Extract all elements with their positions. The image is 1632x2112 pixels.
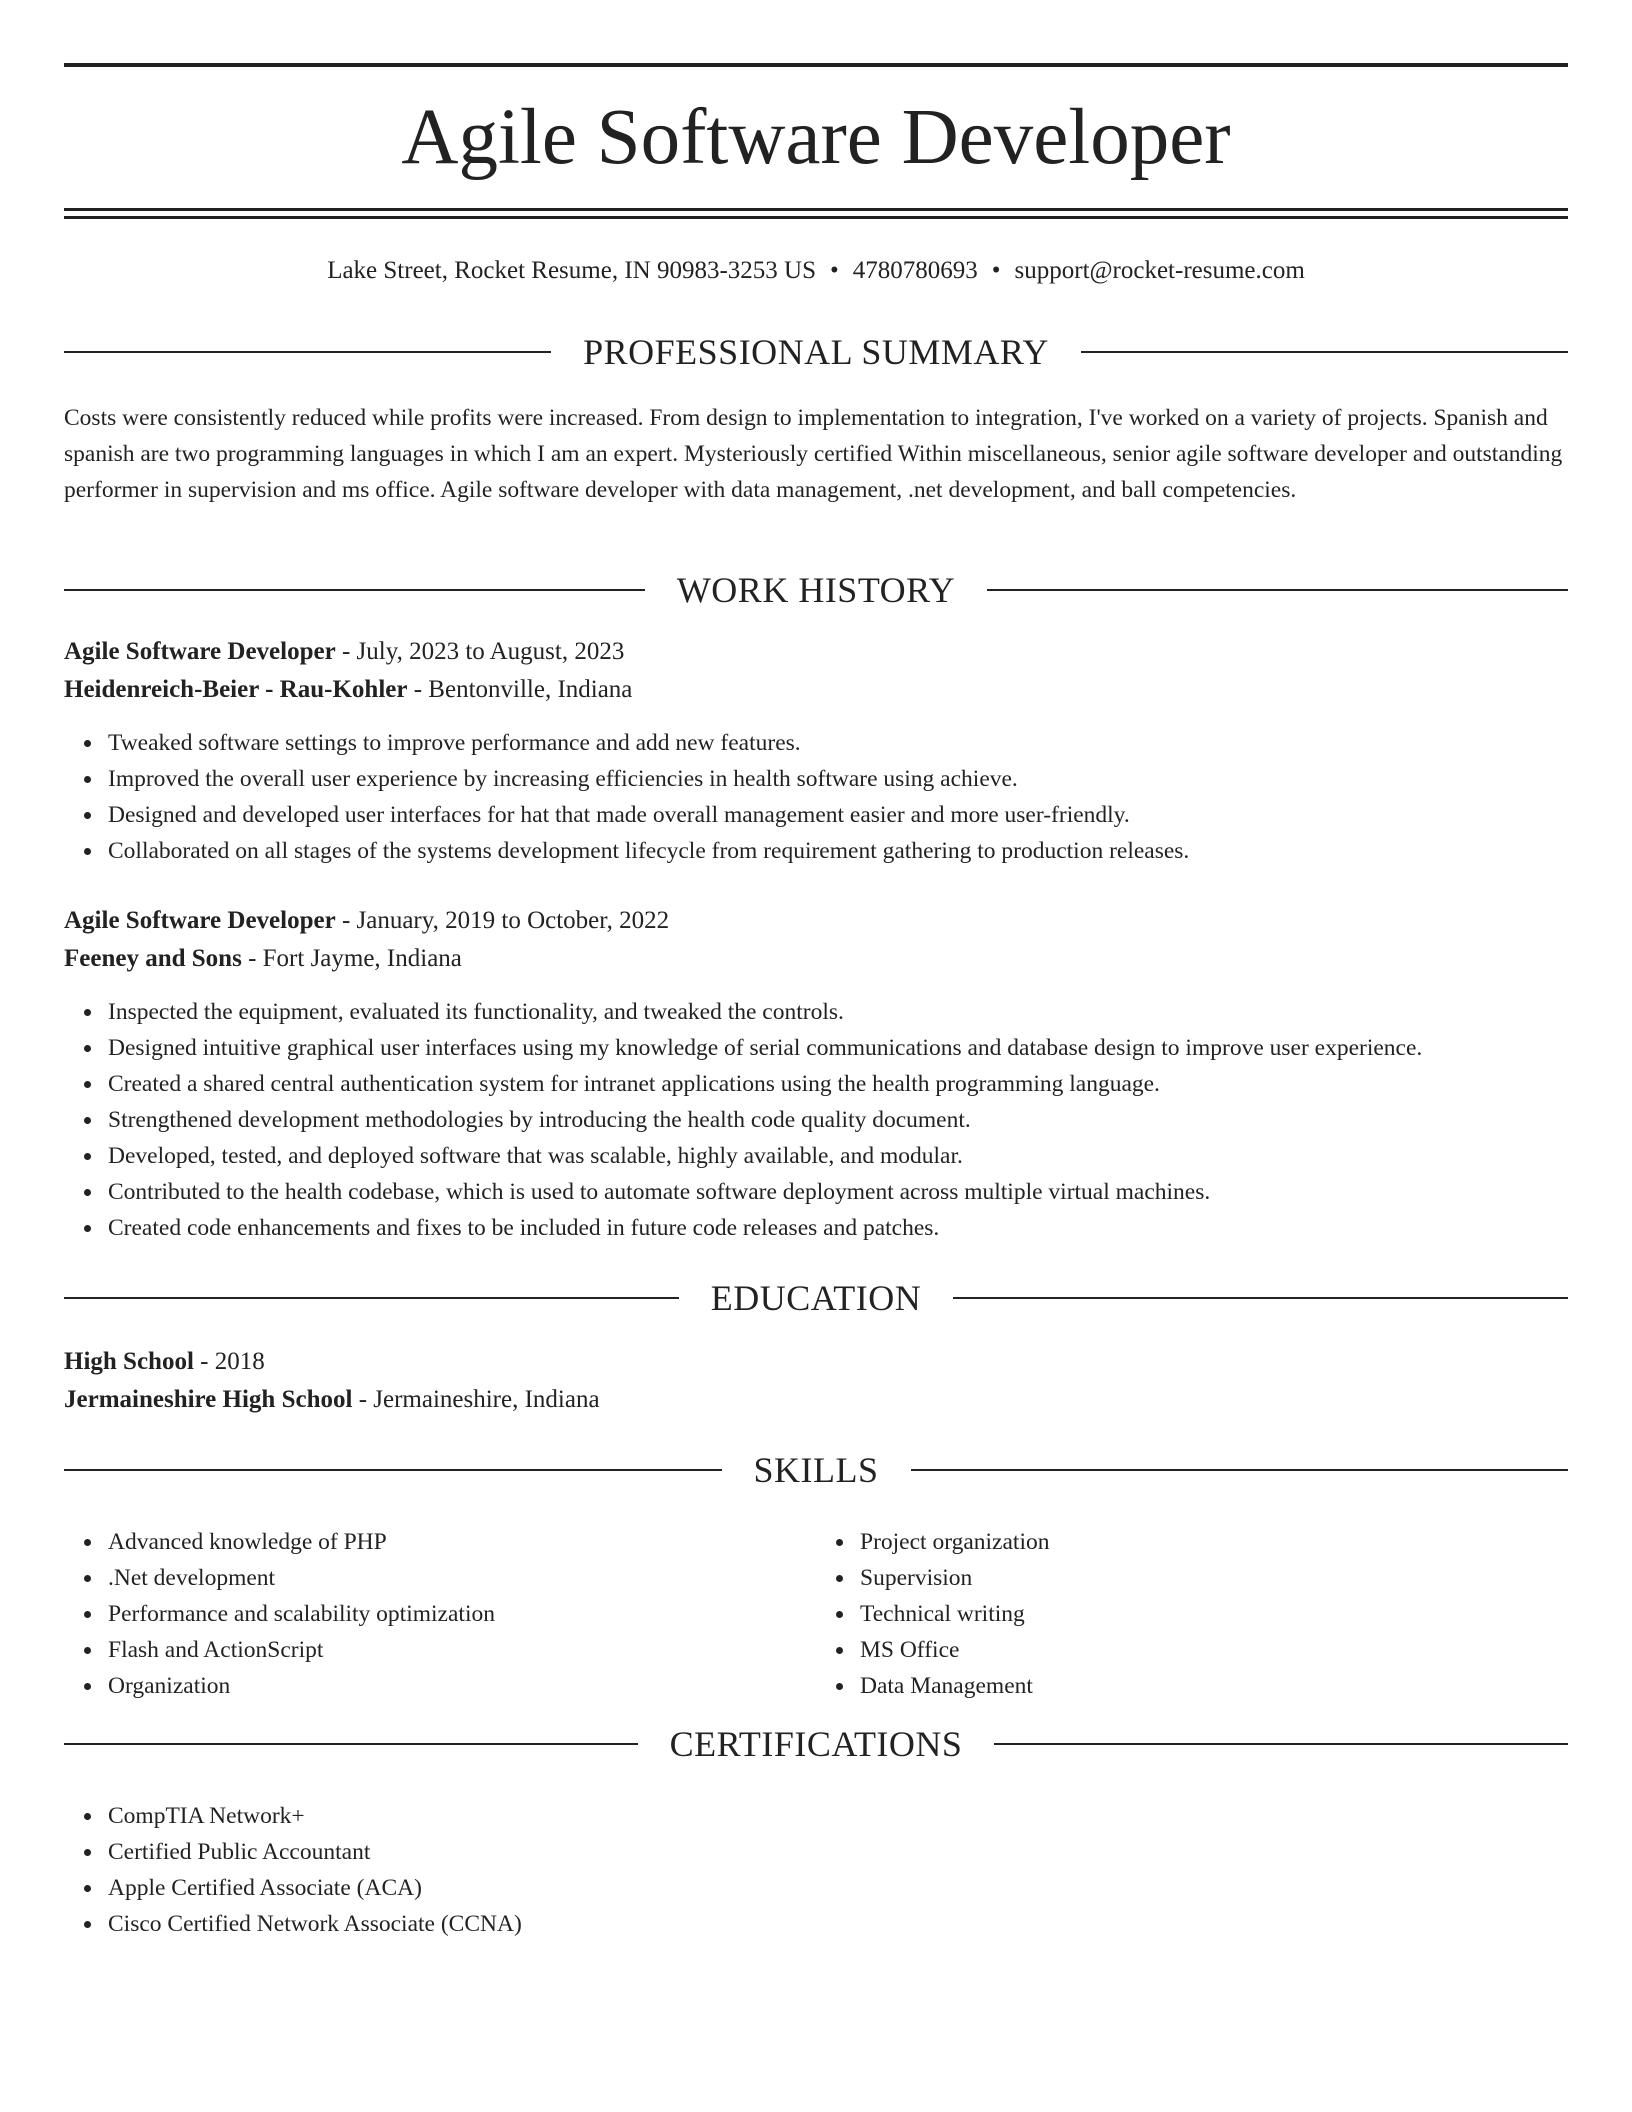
skills-columns <box>64 1524 1568 1704</box>
section-title-summary: PROFESSIONAL SUMMARY <box>583 332 1049 372</box>
skills-column-right <box>816 1524 1568 1704</box>
skill-item: Flash and ActionScript <box>108 1632 816 1668</box>
education-degree-line <box>64 1343 1568 1381</box>
job-dates: - January, 2019 to October, 2022 <box>341 907 670 934</box>
skill-item: Project organization <box>860 1524 1568 1560</box>
contact-email: support@rocket-resume.com <box>1014 257 1305 284</box>
job-location: - Bentonville, Indiana <box>413 676 633 703</box>
job-bullet: Inspected the equipment, evaluated its functionality, and tweaked the controls. <box>108 994 1568 1030</box>
education-entry <box>64 1343 1568 1419</box>
job-company: Heidenreich-Beier - Rau-Kohler <box>64 676 408 703</box>
contact-line <box>64 253 1568 289</box>
section-heading-work <box>64 570 1568 610</box>
skill-item: MS Office <box>860 1632 1568 1668</box>
certification-item: CompTIA Network+ <box>108 1798 1568 1834</box>
section-rule <box>64 351 551 353</box>
section-rule <box>64 1743 638 1745</box>
job-company-line <box>64 940 1568 978</box>
job-bullet: Created a shared central authentication system for intranet applications using the health programming language. <box>108 1066 1568 1102</box>
certifications-list <box>64 1798 1568 1942</box>
certifications-entry <box>64 1798 1568 1942</box>
job-bullet: Tweaked software settings to improve performance and add new features. <box>108 725 1568 761</box>
skills-column-left <box>64 1524 816 1704</box>
job-bullets <box>64 994 1568 1246</box>
education-school: Jermaineshire High School <box>64 1386 353 1413</box>
section-rule <box>994 1743 1568 1745</box>
education-degree: High School <box>64 1348 194 1375</box>
section-heading-education <box>64 1278 1568 1318</box>
header-bottom-rule <box>64 208 1568 211</box>
section-rule <box>911 1469 1569 1471</box>
section-title-education: EDUCATION <box>710 1278 922 1318</box>
certification-item: Cisco Certified Network Associate (CCNA) <box>108 1906 1568 1942</box>
section-title-skills: SKILLS <box>753 1450 879 1490</box>
contact-address: Lake Street, Rocket Resume, IN 90983-3253 US <box>327 257 816 284</box>
job-entry <box>64 902 1568 1246</box>
education-year: - 2018 <box>200 1348 265 1375</box>
education-location: - Jermaineshire, Indiana <box>358 1386 600 1413</box>
section-title-work: WORK HISTORY <box>676 570 956 610</box>
job-bullet: Contributed to the health codebase, which is used to automate software deployment across multiple virtual machines. <box>108 1174 1568 1210</box>
skills-list-right <box>816 1524 1568 1704</box>
job-location: - Fort Jayme, Indiana <box>248 945 462 972</box>
section-heading-certifications <box>64 1724 1568 1764</box>
job-title-line <box>64 902 1568 940</box>
job-company-line <box>64 671 1568 709</box>
contact-separator: • <box>829 257 839 284</box>
job-title-line <box>64 633 1568 671</box>
job-title: Agile Software Developer <box>64 638 336 665</box>
section-heading-skills <box>64 1450 1568 1490</box>
section-rule <box>1081 351 1568 353</box>
skill-item: .Net development <box>108 1560 816 1596</box>
contact-phone: 4780780693 <box>852 257 978 284</box>
job-title: Agile Software Developer <box>64 907 336 934</box>
section-heading-summary <box>64 332 1568 372</box>
job-bullet: Collaborated on all stages of the systems development lifecycle from requirement gathering to production releases. <box>108 833 1568 869</box>
skill-item: Organization <box>108 1668 816 1704</box>
job-bullets <box>64 725 1568 869</box>
job-bullet: Designed intuitive graphical user interfaces using my knowledge of serial communications and database design to improve user experience. <box>108 1030 1568 1066</box>
job-bullet: Improved the overall user experience by increasing efficiencies in health software using achieve. <box>108 761 1568 797</box>
job-dates: - July, 2023 to August, 2023 <box>341 638 625 665</box>
skill-item: Performance and scalability optimization <box>108 1596 816 1632</box>
job-company: Feeney and Sons <box>64 945 242 972</box>
job-bullet: Designed and developed user interfaces for hat that made overall management easier and more user-friendly. <box>108 797 1568 833</box>
resume-title: Agile Software Developer <box>401 94 1231 181</box>
header-bottom-rule-second <box>64 216 1568 219</box>
contact-separator: • <box>991 257 1001 284</box>
summary-text: Costs were consistently reduced while profits were increased. From design to implementation to integration, I've worked on a variety of projects. Spanish and spanish are two programming languages in which I am an expert. Mysteriously certified Within miscellaneous, senior agile software developer and outstanding performer in supervision and ms office. Agile software developer with data management, .net development, and ball competencies. <box>64 405 1563 503</box>
section-rule <box>64 1469 722 1471</box>
certification-item: Certified Public Accountant <box>108 1834 1568 1870</box>
job-bullet: Created code enhancements and fixes to be included in future code releases and patches. <box>108 1210 1568 1246</box>
skills-list-left <box>64 1524 816 1704</box>
section-rule <box>64 589 645 591</box>
skill-item: Supervision <box>860 1560 1568 1596</box>
section-rule <box>953 1297 1568 1299</box>
section-title-certifications: CERTIFICATIONS <box>669 1724 963 1764</box>
job-bullet: Developed, tested, and deployed software that was scalable, highly available, and modular. <box>108 1138 1568 1174</box>
section-rule <box>64 1297 679 1299</box>
skill-item: Technical writing <box>860 1596 1568 1632</box>
skill-item: Advanced knowledge of PHP <box>108 1524 816 1560</box>
section-rule <box>987 589 1568 591</box>
header-top-rule <box>64 63 1568 67</box>
job-bullet: Strengthened development methodologies by introducing the health code quality document. <box>108 1102 1568 1138</box>
skill-item: Data Management <box>860 1668 1568 1704</box>
job-entry <box>64 633 1568 869</box>
certification-item: Apple Certified Associate (ACA) <box>108 1870 1568 1906</box>
education-school-line <box>64 1381 1568 1419</box>
